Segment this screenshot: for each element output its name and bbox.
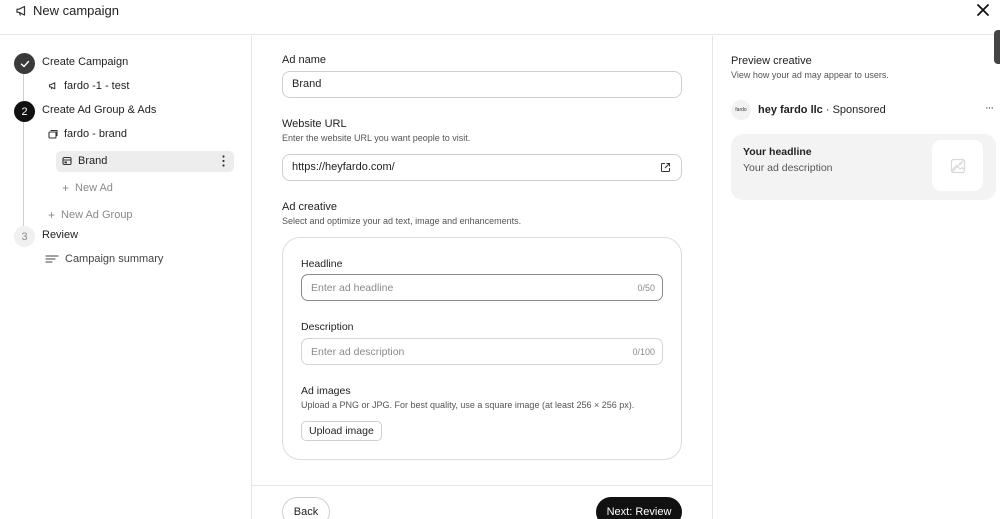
next-review-button[interactable]: Next: Review <box>596 497 682 519</box>
ad-images-label: Ad images <box>301 385 351 397</box>
sidebar-item-campaign[interactable] <box>48 80 129 92</box>
website-url-help: Enter the website URL you want people to visit. <box>282 133 471 143</box>
step-3-label[interactable]: Review <box>42 229 79 241</box>
description-placeholder: Enter ad description <box>311 346 405 358</box>
summary-list-icon <box>45 254 59 264</box>
ad-name-label: Ad name <box>282 54 327 66</box>
new-ad-group-label: New Ad Group <box>61 209 133 221</box>
advertiser-line <box>758 104 886 116</box>
more-vertical-icon[interactable] <box>222 154 225 168</box>
sidebar-item-ad[interactable] <box>62 155 107 167</box>
headline-input[interactable] <box>301 274 663 301</box>
close-icon[interactable] <box>976 3 990 17</box>
megaphone-icon <box>15 4 29 18</box>
plus-icon: + <box>62 181 70 195</box>
website-url-label: Website URL <box>282 118 347 130</box>
back-button[interactable]: Back <box>282 497 330 519</box>
sidebar-item-label: fardo - brand <box>64 128 127 140</box>
description-input[interactable] <box>301 338 663 365</box>
ad-creative-help: Select and optimize your ad text, image and enhancements. <box>282 216 522 226</box>
preview-headline: Your headline <box>743 146 812 158</box>
ad-name-value: Brand <box>292 78 322 90</box>
step-rail <box>23 74 24 102</box>
upload-image-button[interactable]: Upload image <box>301 421 382 441</box>
new-ad-button[interactable] <box>62 182 113 194</box>
page-title: New campaign <box>33 3 119 18</box>
new-ad-group-button[interactable] <box>48 209 133 221</box>
preview-description: Your ad description <box>743 162 833 174</box>
footer-divider <box>252 485 713 486</box>
headline-label: Headline <box>301 258 343 270</box>
website-url-value: https://heyfardo.com/ <box>292 161 395 173</box>
step-rail <box>23 120 24 228</box>
advertiser-logo-text: fardo <box>735 107 747 113</box>
checkmark-icon <box>20 59 30 69</box>
sponsored-label: · Sponsored <box>822 104 886 116</box>
ad-images-help: Upload a PNG or JPG. For best quality, use a square image (at least 256 × 256 px). <box>301 400 635 410</box>
preview-image-placeholder <box>932 140 983 191</box>
preview-subtitle: View how your ad may appear to users. <box>731 70 889 80</box>
ad-creative-label: Ad creative <box>282 201 338 213</box>
more-horizontal-icon[interactable]: ··· <box>985 102 993 114</box>
step-number: 3 <box>21 230 28 243</box>
sidebar-item-ad-group[interactable] <box>48 128 127 140</box>
image-placeholder-icon <box>950 158 966 174</box>
advertiser-logo <box>731 100 751 120</box>
sidebar-item-campaign-summary[interactable] <box>45 253 163 265</box>
advertiser-name: hey fardo llc <box>758 104 823 116</box>
step-3-indicator <box>14 226 35 247</box>
sidebar-item-label: fardo -1 - test <box>64 80 130 92</box>
step-number: 2 <box>21 105 28 118</box>
sidebar-item-label: Campaign summary <box>65 253 164 265</box>
website-url-input[interactable] <box>282 154 682 181</box>
description-char-counter: 0/100 <box>632 347 655 357</box>
sidebar <box>0 36 252 519</box>
preview-panel <box>713 36 1000 519</box>
ad-name-input[interactable] <box>282 71 682 98</box>
ad-creative-panel <box>282 237 682 460</box>
headline-placeholder: Enter ad headline <box>311 282 394 294</box>
preview-title: Preview creative <box>731 55 812 67</box>
headline-char-counter: 0/50 <box>637 283 655 293</box>
step-2-indicator <box>14 101 35 122</box>
ad-form <box>252 36 713 519</box>
step-2-label[interactable]: Create Ad Group & Ads <box>42 104 157 116</box>
header-bar <box>0 0 1000 35</box>
new-ad-label: New Ad <box>75 182 113 194</box>
step-1-label[interactable]: Create Campaign <box>42 56 129 68</box>
plus-icon: + <box>48 208 56 222</box>
ad-preview-card <box>731 134 996 200</box>
step-1-indicator <box>14 53 35 74</box>
megaphone-icon <box>48 81 58 91</box>
ad-icon <box>62 156 72 166</box>
external-link-icon[interactable] <box>660 162 671 173</box>
sidebar-item-label: Brand <box>78 155 108 167</box>
description-label: Description <box>301 321 354 333</box>
ad-group-icon <box>48 129 58 139</box>
